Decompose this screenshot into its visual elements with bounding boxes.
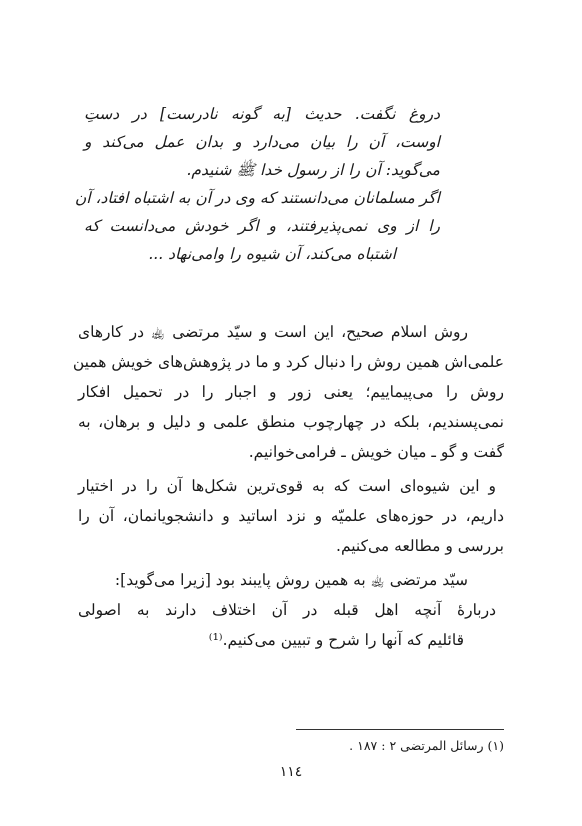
quote-line: اگر مسلمانان می‌دانستند که وی در آن به اشتباه افتاد، آن [74, 189, 440, 207]
page-number: ١١٤ [279, 764, 303, 780]
paragraph-line: روش اسلام صحیح، این است و سیّد مرتضی ﵀ در کارهای [78, 323, 468, 341]
footnote-divider [296, 729, 504, 730]
quote-line: اشتباه می‌کند، آن شیوه را وامی‌نهاد ... [148, 245, 396, 263]
footnote: (١) رسائل المرتضى ٢ : ١٨٧ . [349, 738, 504, 753]
quote-line: را از وی نمی‌پذیرفتند، و اگر خودش می‌دانست که [84, 217, 440, 235]
quote-line: می‌گوید: آن را از رسول خدا ﷺ شنیدم. [186, 161, 440, 179]
paragraph-line: روش را می‌پیماییم؛ یعنی زور و اجبار را در تحمیل افکار [78, 383, 504, 401]
quote-line: دروغ نگفت. حدیث [به گونه نادرست] در دستِ [84, 105, 440, 123]
body-text [72, 317, 504, 655]
paragraph-line: علمی‌اش همین روش را دنبال کرد و ما در پژوهش‌های خویش همین [72, 353, 504, 371]
quote-line: اوست، آن را بیان می‌دارد و بدان عمل می‌کند و [84, 133, 440, 151]
paragraph-line: سیّد مرتضی ﵀ به همین روش پایبند بود [زیرا می‌گوید]: [114, 571, 468, 589]
paragraph-line: داریم، در حوزه‌های علمیّه و نزد اساتید و دانشجویانمان، آن را [78, 507, 504, 525]
paragraph-line: و این شیوه‌ای است که به قوی‌ترین شکل‌ها آن را در اختیار [78, 477, 496, 495]
paragraph-line: دربارهٔ آنچه اهل قبله در آن اختلاف دارند به اصولی [78, 601, 496, 619]
paragraph-line: گفت و گو ـ میان خویش ـ فرامی‌خوانیم. [248, 443, 504, 461]
paragraph-line: نمی‌پسندیم، بلکه در چهارچوب منطق علمی و دلیل و برهان، به [78, 413, 504, 431]
paragraph-line: بررسی و مطالعه می‌کنیم. [336, 537, 504, 555]
paragraph-line: قائلیم که آنها را شرح و تبیین می‌کنیم.⁽¹⁾ [208, 631, 464, 649]
quoted-hadith-block [74, 100, 440, 268]
